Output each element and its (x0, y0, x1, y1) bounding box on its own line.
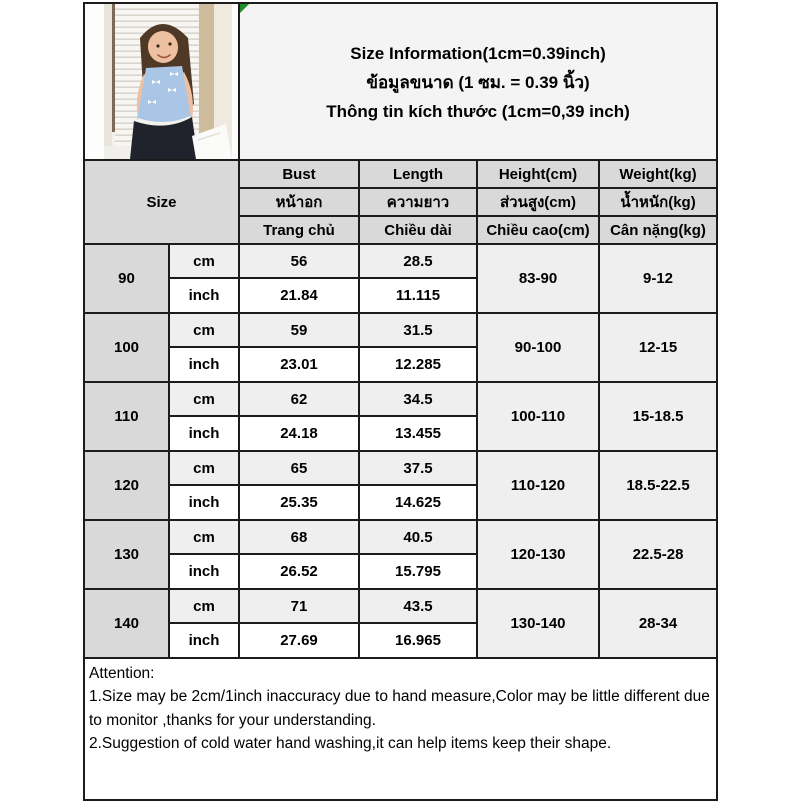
model-photo-illustration (104, 4, 232, 159)
header-height-en: Height(cm) (477, 160, 599, 188)
product-photo (85, 4, 238, 159)
length-inch-value: 13.455 (359, 416, 477, 451)
length-cm-value: 40.5 (359, 520, 477, 554)
weight-range-value: 28-34 (599, 589, 717, 658)
title-vietnamese: Thông tin kích thước (1cm=0,39 inch) (326, 101, 630, 121)
bust-cm-value: 71 (239, 589, 359, 623)
unit-cm-label: cm (169, 451, 239, 485)
header-length-th: ความยาว (359, 188, 477, 216)
header-bust-vi: Trang chủ (239, 216, 359, 244)
weight-range-value: 9-12 (599, 244, 717, 313)
title-block (239, 3, 717, 160)
unit-cm-label: cm (169, 520, 239, 554)
title-english: Size Information(1cm=0.39inch) (350, 44, 606, 64)
length-inch-value: 12.285 (359, 347, 477, 382)
length-cm-value: 34.5 (359, 382, 477, 416)
table-row (84, 451, 717, 485)
length-cm-value: 28.5 (359, 244, 477, 278)
unit-cm-label: cm (169, 382, 239, 416)
header-height-vi: Chiều cao(cm) (477, 216, 599, 244)
unit-inch-label: inch (169, 347, 239, 382)
weight-range-value: 22.5-28 (599, 520, 717, 589)
unit-inch-label: inch (169, 416, 239, 451)
attention-heading: Attention: (89, 665, 155, 682)
length-inch-value: 15.795 (359, 554, 477, 589)
header-weight-en: Weight(kg) (599, 160, 717, 188)
bust-inch-value: 24.18 (239, 416, 359, 451)
unit-cm-label: cm (169, 244, 239, 278)
unit-cm-label: cm (169, 589, 239, 623)
attention-line-2: 2.Suggestion of cold water hand washing,it can help items keep their shape. (89, 734, 612, 752)
bust-inch-value: 25.35 (239, 485, 359, 520)
bust-inch-value: 27.69 (239, 623, 359, 658)
header-bust-en: Bust (239, 160, 359, 188)
weight-range-value: 15-18.5 (599, 382, 717, 451)
unit-inch-label: inch (169, 554, 239, 589)
table-row (84, 244, 717, 278)
bust-cm-value: 62 (239, 382, 359, 416)
size-value: 110 (84, 382, 169, 451)
title-thai: ข้อมูลขนาด (1 ซม. = 0.39 นิ้ว) (366, 73, 590, 93)
bust-inch-value: 26.52 (239, 554, 359, 589)
size-value: 90 (84, 244, 169, 313)
length-cm-value: 43.5 (359, 589, 477, 623)
header-length-en: Length (359, 160, 477, 188)
unit-inch-label: inch (169, 485, 239, 520)
header-length-vi: Chiều dài (359, 216, 477, 244)
size-chart-sheet (83, 2, 718, 801)
size-table (83, 2, 718, 801)
product-photo-cell (84, 3, 239, 160)
table-row (84, 589, 717, 623)
height-range-value: 130-140 (477, 589, 599, 658)
height-range-value: 100-110 (477, 382, 599, 451)
size-value: 120 (84, 451, 169, 520)
header-weight-vi: Cân nặng(kg) (599, 216, 717, 244)
table-row (84, 313, 717, 347)
header-weight-th: น้ำหนัก(kg) (599, 188, 717, 216)
size-value: 100 (84, 313, 169, 382)
length-cm-value: 37.5 (359, 451, 477, 485)
unit-inch-label: inch (169, 623, 239, 658)
size-value: 130 (84, 520, 169, 589)
length-inch-value: 16.965 (359, 623, 477, 658)
attention-line-1: 1.Size may be 2cm/1inch inaccuracy due to hand measure,Color may be little different due to monitor ,thanks for your understanding. (89, 688, 710, 729)
bust-cm-value: 56 (239, 244, 359, 278)
table-row (84, 382, 717, 416)
bust-inch-value: 21.84 (239, 278, 359, 313)
height-range-value: 83-90 (477, 244, 599, 313)
header-bust-th: หน้าอก (239, 188, 359, 216)
unit-inch-label: inch (169, 278, 239, 313)
unit-cm-label: cm (169, 313, 239, 347)
bust-cm-value: 65 (239, 451, 359, 485)
table-row (84, 520, 717, 554)
size-column-label: Size (84, 160, 239, 244)
bust-inch-value: 23.01 (239, 347, 359, 382)
length-inch-value: 11.115 (359, 278, 477, 313)
height-range-value: 90-100 (477, 313, 599, 382)
height-range-value: 110-120 (477, 451, 599, 520)
bust-cm-value: 68 (239, 520, 359, 554)
height-range-value: 120-130 (477, 520, 599, 589)
attention-note (84, 658, 717, 800)
length-cm-value: 31.5 (359, 313, 477, 347)
length-inch-value: 14.625 (359, 485, 477, 520)
cell-flag-triangle-icon (240, 4, 249, 13)
weight-range-value: 18.5-22.5 (599, 451, 717, 520)
bust-cm-value: 59 (239, 313, 359, 347)
size-value: 140 (84, 589, 169, 658)
weight-range-value: 12-15 (599, 313, 717, 382)
header-height-th: ส่วนสูง(cm) (477, 188, 599, 216)
